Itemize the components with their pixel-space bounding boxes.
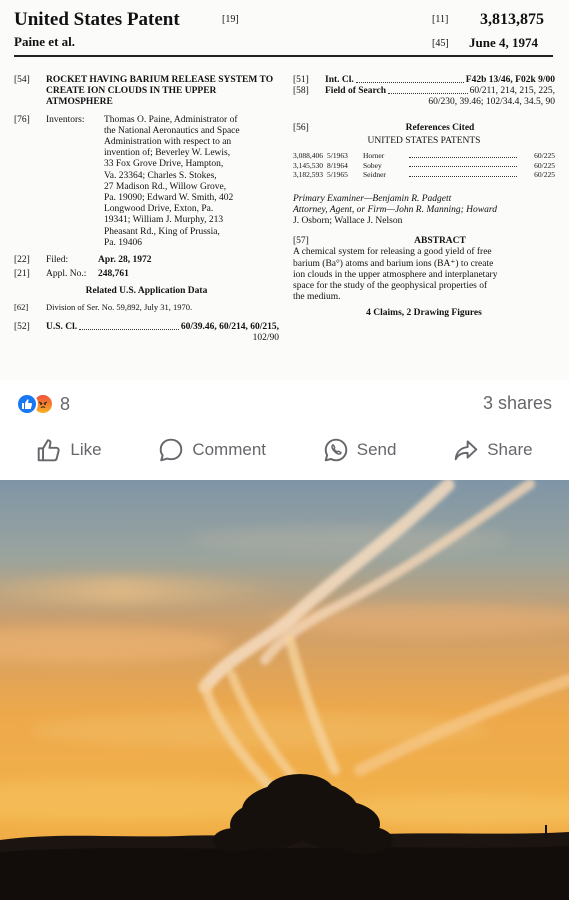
- like-icon: [16, 393, 38, 415]
- comment-button[interactable]: [158, 437, 266, 463]
- patent-title: United States Patent: [14, 9, 180, 30]
- field-54: [54] ROCKET HAVING BARIUM RELEASE SYSTEM TO CREATE ION CLOUDS IN THE UPPER ATMOSPHERE: [14, 75, 279, 109]
- references-table: [293, 151, 555, 180]
- share-button[interactable]: [453, 437, 532, 463]
- share-arrow-icon: [453, 437, 479, 463]
- patent-right-column: [293, 75, 555, 320]
- reactions-summary[interactable]: [16, 392, 70, 416]
- inventors-list: Thomas O. Paine, Administrator of the National Aeronautics and Space Administration with respect to an invention of; Beverley W. Lewis, 33 Fox Grove Drive, Hampton, Va. 23364; Charles S. Stokes, 27 Madison Rd., Willow Grove, Pa. 19090; Edward W. Smith, 402 Longwood Drive, Exton, Pa. 19341; William J. Murphy, 213 Pheasant Rd., King of Prussia, Pa. 19406: [104, 114, 240, 248]
- post-action-bar: [0, 432, 569, 468]
- field-58-cont: 60/230, 39.46; 102/34.4, 34.5, 90: [428, 97, 555, 108]
- invention-title: ROCKET HAVING BARIUM RELEASE SYSTEM TO CREATE ION CLOUDS IN THE UPPER ATMOSPHERE: [46, 75, 274, 108]
- field-21: [21] Appl. No.: 248,761: [14, 269, 129, 280]
- patent-document-image: [0, 0, 569, 380]
- reaction-count: 8: [60, 393, 71, 414]
- field-76: [76] Inventors: Thomas O. Paine, Administrator of the National Aeronautics and Space Administration with respect to an invention of; Beverley W. Lewis, 33 Fox Grove Drive, Hampton, Va. 23364; Charles S. Stokes, 27 Madison Rd., Willow Grove, Pa. 19090; Edward W. Smith, 402 Longwood Drive, Exton, Pa. 19341; William J. Murphy, 213 Pheasant Rd., King of Prussia, Pa. 19406: [14, 114, 240, 248]
- shares-count[interactable]: 3 shares: [482, 393, 552, 413]
- field-58: [58] Field of Search 60/211, 214, 215, 225,: [293, 86, 555, 97]
- patent-inventor-short: Paine et al.: [14, 34, 76, 49]
- send-button[interactable]: [323, 437, 397, 463]
- thumbs-up-icon: [36, 437, 62, 463]
- related-heading: Related U.S. Application Data: [85, 286, 208, 297]
- abstract-text: A chemical system for releasing a good yield of free barium (Ba°) atoms and barium ions (BA⁺) to create ion clouds in the upper atmosphere and interplanetary space for the study of the geophysical properties of the medium.: [293, 247, 498, 303]
- field-57: [57] ABSTRACT: [293, 236, 466, 247]
- patent-code-45: [45]: [432, 38, 449, 49]
- field-52-cont: 102/90: [252, 333, 279, 344]
- comment-label: Comment: [192, 440, 266, 459]
- sky-photo[interactable]: [0, 480, 569, 900]
- primary-examiner: Primary Examiner—Benjamin R. Padgett: [293, 193, 452, 204]
- whatsapp-icon: [323, 437, 349, 463]
- refs-subheading: UNITED STATES PATENTS: [367, 135, 481, 146]
- patent-date: June 4, 1974: [469, 35, 538, 50]
- like-label: Like: [70, 440, 102, 459]
- send-label: Send: [356, 440, 397, 459]
- patent-left-column: [14, 75, 279, 344]
- field-51: [51] Int. Cl. F42b 13/46, F02k 9/00: [293, 75, 555, 85]
- reference-row: 3,182,593 5/1965 Seidner 60/225: [293, 170, 555, 180]
- attorney-line-2: J. Osborn; Wallace J. Nelson: [293, 215, 403, 226]
- attorney-line-1: Attorney, Agent, or Firm—John R. Manning; Howard: [293, 204, 497, 215]
- field-22: [22] Filed: Apr. 28, 1972: [14, 255, 152, 266]
- field-62: [62] Division of Ser. No. 59,892, July 31, 1970.: [14, 301, 193, 312]
- claims-line: 4 Claims, 2 Drawing Figures: [366, 308, 482, 319]
- like-button[interactable]: [36, 437, 101, 463]
- patent-code-11: [11]: [432, 14, 449, 25]
- patent-number: 3,813,875: [480, 11, 544, 28]
- contrail-sunset-image: [0, 480, 569, 900]
- comment-icon: [158, 437, 184, 463]
- patent-code-19: [19]: [222, 14, 239, 25]
- share-label: Share: [487, 440, 533, 459]
- reference-row: 3,145,530 8/1964 Sobey 60/225: [293, 160, 555, 170]
- header-rule: [14, 55, 553, 57]
- field-52: [52] U.S. Cl. 60/39.46, 60/214, 60/215,: [14, 321, 279, 332]
- field-56: [56] References Cited: [293, 122, 475, 133]
- reference-row: 3,088,406 5/1963 Horner 60/225: [293, 151, 555, 161]
